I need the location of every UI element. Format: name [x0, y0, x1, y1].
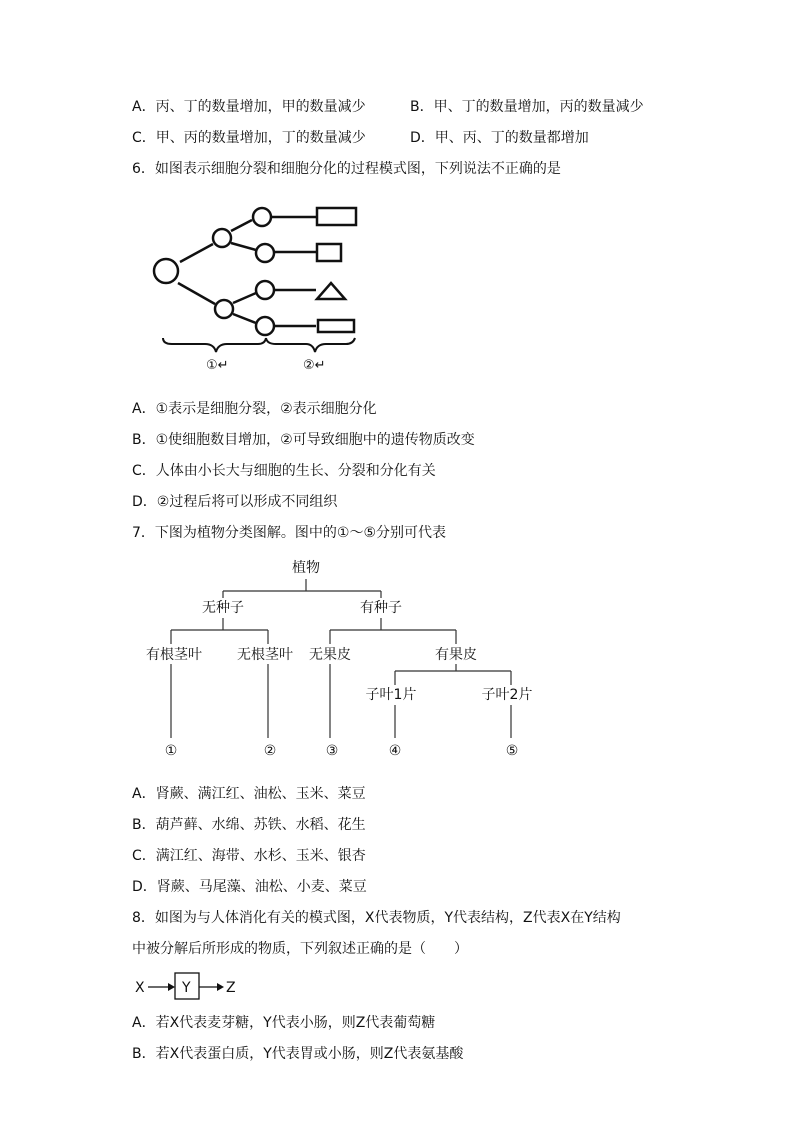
q8-option-b: B．若X代表蛋白质，Y代表胃或小肠，则Z代表氨基酸 — [132, 1046, 464, 1062]
q7-option-a: A．肾蕨、满江红、油松、玉米、菜豆 — [132, 786, 366, 802]
node-no-pericarp: 无果皮 — [309, 647, 351, 663]
q6-option-b: B．①使细胞数目增加，②可导致细胞中的遗传物质改变 — [132, 432, 475, 448]
q8-stem-line2: 中被分解后所形成的物质，下列叙述正确的是（ ） — [132, 941, 468, 957]
q7-option-d: D．肾蕨、马尾藻、油松、小麦、菜豆 — [132, 879, 367, 895]
symbol-z: Z — [226, 980, 236, 996]
node-one-cotyledon: 子叶1片 — [365, 687, 417, 703]
q7-option-b: B．葫芦藓、水绵、苏铁、水稻、花生 — [132, 817, 366, 833]
q7-stem: 7．下图为植物分类图解。图中的①～⑤分别可代表 — [132, 525, 447, 541]
node-has-pericarp: 有果皮 — [435, 647, 477, 663]
symbol-y: Y — [182, 980, 191, 996]
q6-option-c: C．人体由小长大与细胞的生长、分裂和分化有关 — [132, 463, 436, 479]
node-has-root-stem-leaf: 有根茎叶 — [146, 647, 202, 663]
q8-stem-line1: 8．如图为与人体消化有关的模式图，X代表物质，Y代表结构，Z代表X在Y结构 — [132, 910, 621, 926]
node-no-seed: 无种子 — [202, 600, 244, 616]
symbol-x: X — [135, 980, 145, 996]
q6-option-d: D．②过程后将可以形成不同组织 — [132, 494, 338, 510]
q5-option-a: A．丙、丁的数量增加，甲的数量减少 — [132, 99, 366, 115]
node-plant: 植物 — [292, 560, 320, 576]
q8-option-a: A．若X代表麦芽糖，Y代表小肠，则Z代表葡萄糖 — [132, 1015, 436, 1031]
q5-option-d: D．甲、丙、丁的数量都增加 — [410, 130, 589, 146]
q7-option-c: C．满江红、海带、水杉、玉米、银杏 — [132, 848, 366, 864]
node-no-root-stem-leaf: 无根茎叶 — [237, 647, 293, 663]
node-two-cotyledons: 子叶2片 — [481, 687, 533, 703]
node-has-seed: 有种子 — [360, 600, 402, 616]
leaf-2: ② — [263, 743, 277, 759]
leaf-3: ③ — [325, 743, 339, 759]
q5-option-c: C．甲、丙的数量增加，丁的数量减少 — [132, 130, 366, 146]
q5-option-b: B．甲、丁的数量增加，丙的数量减少 — [410, 99, 644, 115]
label-process-1: ①↵ — [206, 358, 229, 373]
q6-option-a: A．①表示是细胞分裂，②表示细胞分化 — [132, 401, 377, 417]
leaf-1: ① — [164, 743, 178, 759]
label-process-2: ②↵ — [303, 358, 326, 373]
leaf-5: ⑤ — [505, 743, 519, 759]
q6-stem: 6．如图表示细胞分裂和细胞分化的过程模式图，下列说法不正确的是 — [132, 161, 561, 177]
leaf-4: ④ — [388, 743, 402, 759]
